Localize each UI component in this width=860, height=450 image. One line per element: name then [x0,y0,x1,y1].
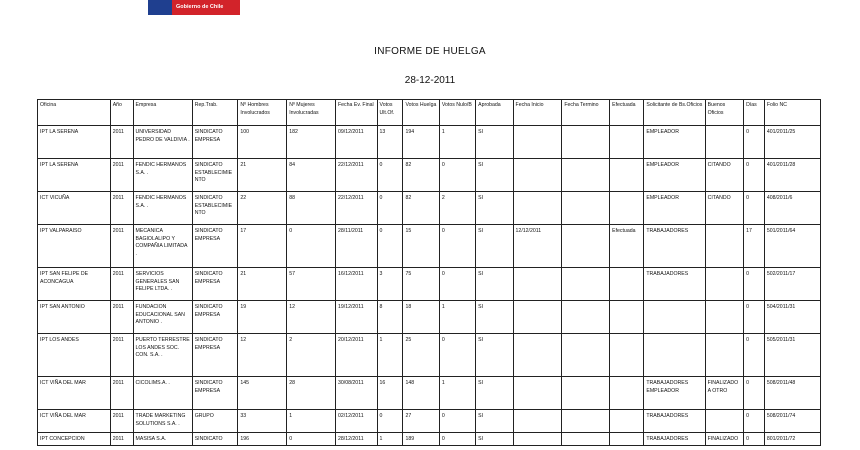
table-cell: SINDICATO EMPRESA [192,268,238,301]
table-cell: UNIVERSIDAD PEDRO DE VALDIVIA . [133,126,192,159]
table-cell [562,159,610,192]
table-cell [562,268,610,301]
table-cell: 2011 [110,192,133,225]
table-cell: 501/2011/64 [764,225,820,268]
table-cell: SI [476,377,513,410]
table-cell: TRABAJADORES [644,225,705,268]
table-cell: TRABAJADORES [644,410,705,433]
table-cell [610,334,644,377]
table-cell: 0 [377,192,403,225]
column-header: Fecha Termino [562,100,610,126]
table-cell: 21 [238,268,287,301]
table-cell [644,334,705,377]
table-cell [705,301,743,334]
table-row [38,225,821,268]
table-cell: 84 [287,159,336,192]
table-cell: TRABAJADORES [644,433,705,446]
table-cell: SI [476,225,513,268]
table-cell: 0 [377,410,403,433]
table-cell [513,192,562,225]
table-body [38,126,821,446]
table-cell: FUNDACION EDUCACIONAL SAN ANTONIO . [133,301,192,334]
table-cell [513,377,562,410]
table-cell [610,192,644,225]
table-cell: 12 [287,301,336,334]
table-cell: SERVICIOS GENERALES SAN FELIPE LTDA. . [133,268,192,301]
table-cell [705,126,743,159]
table-cell [513,126,562,159]
table-cell: 0 [744,159,765,192]
table-cell: 0 [377,225,403,268]
report-date: 28-12-2011 [404,75,456,86]
table-row [38,268,821,301]
table-cell: 2011 [110,410,133,433]
table-cell: 2011 [110,377,133,410]
table-cell: 502/2011/17 [764,268,820,301]
column-header: Nº Hombres Involucrados [238,100,287,126]
table-cell: 1 [439,126,475,159]
table-cell [610,301,644,334]
table-row [38,410,821,433]
table-row [38,334,821,377]
table-cell: 196 [238,433,287,446]
strike-report-table [37,99,821,446]
table-cell: SINDICATO EMPRESA [192,377,238,410]
table-cell: IPT SAN FELIPE DE ACONCAGUA [38,268,111,301]
table-cell: 0 [439,433,475,446]
table-cell: 28 [287,377,336,410]
column-header: Votos Ult.Of. [377,100,403,126]
table-cell: SI [476,268,513,301]
table-cell: 22/12/2011 [336,159,378,192]
table-cell: 505/2011/31 [764,334,820,377]
table-cell: SINDICATO EMPRESA [192,334,238,377]
table-cell: 0 [439,334,475,377]
table-cell: FINALIZADO [705,433,743,446]
logo-blue-block [148,0,172,15]
table-cell: 19 [238,301,287,334]
table-cell: 57 [287,268,336,301]
table-cell: 22/12/2011 [336,192,378,225]
table-cell: 504/2011/31 [764,301,820,334]
table-cell: SI [476,159,513,192]
table-cell [513,159,562,192]
table-cell [610,159,644,192]
table-cell: FINALIZADO A OTRO [705,377,743,410]
column-header: Rep.Trab. [192,100,238,126]
column-header: Aprobada [476,100,513,126]
table-cell: 148 [403,377,439,410]
table-cell: 408/2011/6 [764,192,820,225]
table-row [38,433,821,446]
table-cell: 3 [377,268,403,301]
table-cell: 0 [744,410,765,433]
table-cell: SI [476,433,513,446]
table-cell: 12/12/2011 [513,225,562,268]
table-cell: 182 [287,126,336,159]
table-cell: 18 [403,301,439,334]
table-cell: 2 [439,192,475,225]
table-cell: 2 [287,334,336,377]
table-cell: 0 [744,377,765,410]
table-cell [610,410,644,433]
table-cell: TRABAJADORES [644,268,705,301]
table-cell: TRABAJADORES EMPLEADOR [644,377,705,410]
table-cell: 15 [403,225,439,268]
table-cell: SI [476,192,513,225]
table-cell: 0 [744,301,765,334]
table-cell: 0 [744,433,765,446]
table-cell: 0 [287,433,336,446]
table-cell: 0 [439,225,475,268]
table-cell [562,433,610,446]
table-cell: CITANDO [705,159,743,192]
table-cell: 02/12/2011 [336,410,378,433]
table-cell: SI [476,334,513,377]
table-cell: SINDICATO ESTABLECIMIENTO [192,159,238,192]
table-cell: 401/2011/25 [764,126,820,159]
table-cell: 8 [377,301,403,334]
table-cell: 0 [744,192,765,225]
table-cell: 2011 [110,268,133,301]
table-cell: SI [476,410,513,433]
table-cell: IPT LA SERENA [38,159,111,192]
table-cell: 1 [377,433,403,446]
table-cell: SI [476,301,513,334]
table-cell: 1 [377,334,403,377]
table-cell: 16 [377,377,403,410]
table-cell [562,225,610,268]
table-cell [610,433,644,446]
table-cell: 16/12/2011 [336,268,378,301]
table-cell: 2011 [110,334,133,377]
table-cell: FENDIC HERMANOS S.A. . [133,192,192,225]
table-cell: 0 [439,268,475,301]
column-header: Nº Mujeres Involucradas [287,100,336,126]
table-row [38,301,821,334]
table-cell [513,301,562,334]
table-cell: 17 [238,225,287,268]
table-cell: 2011 [110,126,133,159]
column-header: Votos Nulo/B [439,100,475,126]
table-cell: SINDICATO [192,433,238,446]
table-row [38,126,821,159]
table-cell: 1 [439,377,475,410]
table-cell: 75 [403,268,439,301]
table-cell: 801/2011/72 [764,433,820,446]
table-cell: 508/2011/74 [764,410,820,433]
table-cell: CICOLIMS.A. . [133,377,192,410]
table-cell: Efectuada [610,225,644,268]
table-cell: 30/08/2011 [336,377,378,410]
table-cell [562,192,610,225]
table-cell: 27 [403,410,439,433]
column-header: Efectuada [610,100,644,126]
table-row [38,159,821,192]
table-cell [513,334,562,377]
table-cell: 28/11/2011 [336,225,378,268]
table-cell: 0 [439,410,475,433]
table-row [38,192,821,225]
table-cell: 194 [403,126,439,159]
column-header: Folio NC [764,100,820,126]
table-cell: 145 [238,377,287,410]
table-cell [562,301,610,334]
table-cell [513,433,562,446]
table-cell: 508/2011/48 [764,377,820,410]
column-header: Solicitante de Bs.Oficios [644,100,705,126]
table-cell: SINDICATO EMPRESA [192,225,238,268]
logo-text: Gobierno de Chile [176,4,224,10]
table-cell: SINDICATO EMPRESA [192,301,238,334]
table-cell [562,334,610,377]
column-header: Buenos Oficios [705,100,743,126]
table-cell: PUERTO TERRESTRE LOS ANDES SOC. CON. S.A. . [133,334,192,377]
table-cell: 2011 [110,301,133,334]
table-row [38,377,821,410]
table-cell: EMPLEADOR [644,126,705,159]
table-cell: 0 [744,334,765,377]
table-cell: 189 [403,433,439,446]
table-cell [705,334,743,377]
table-cell: 22 [238,192,287,225]
table-cell [513,268,562,301]
table-cell: ICT VIÑA DEL MAR [38,377,111,410]
table-cell: 82 [403,192,439,225]
table-cell [562,410,610,433]
table-cell: 100 [238,126,287,159]
table-cell: SINDICATO EMPRESA [192,126,238,159]
table-cell: 82 [403,159,439,192]
column-header: Oficina [38,100,111,126]
table-cell: 21 [238,159,287,192]
table-cell [705,225,743,268]
table-cell: 13 [377,126,403,159]
table-cell: 28/12/2011 [336,433,378,446]
table-cell: IPT LOS ANDES [38,334,111,377]
table-cell [513,410,562,433]
table-cell [705,268,743,301]
table-cell [562,126,610,159]
table-cell: SI [476,126,513,159]
table-cell: 25 [403,334,439,377]
table-cell: 0 [287,225,336,268]
column-header: Días [744,100,765,126]
table-cell: 20/12/2011 [336,334,378,377]
table-cell: 19/12/2011 [336,301,378,334]
table-cell: 1 [287,410,336,433]
table-cell: IPT LA SERENA [38,126,111,159]
table-cell: 2011 [110,433,133,446]
table-cell: 0 [377,159,403,192]
table-cell: 0 [439,159,475,192]
table-cell: 12 [238,334,287,377]
table-header-row [38,100,821,126]
table-cell: CITANDO [705,192,743,225]
table-cell: 2011 [110,225,133,268]
table-cell: 0 [744,268,765,301]
table-cell: ICT VICUÑA [38,192,111,225]
table-cell: GRUPO [192,410,238,433]
column-header: Fecha Ev. Final [336,100,378,126]
table-cell: 1 [439,301,475,334]
table-cell: 17 [744,225,765,268]
report-title: INFORME DE HUELGA [374,46,486,57]
table-cell: TRADE MARKETING SOLUTIONS S.A. . [133,410,192,433]
table-cell: ICT VIÑA DEL MAR [38,410,111,433]
table-cell: 33 [238,410,287,433]
table-cell: FENDIC HERMANOS S.A. . [133,159,192,192]
table-cell: 09/12/2011 [336,126,378,159]
table-cell [562,377,610,410]
table-cell [610,377,644,410]
table-cell: 0 [744,126,765,159]
column-header: Votos Huelga [403,100,439,126]
table-cell [610,126,644,159]
table-cell: SINDICATO ESTABLECIMIENTO [192,192,238,225]
table-cell: 2011 [110,159,133,192]
table-cell: MECANICA BAGIOLALIPO Y COMPAÑIA LIMITADA . [133,225,192,268]
column-header: Empresa [133,100,192,126]
table-cell [644,301,705,334]
table-cell: 401/2011/28 [764,159,820,192]
table-cell: EMPLEADOR [644,159,705,192]
column-header: Fecha Inicio [513,100,562,126]
table-cell: 88 [287,192,336,225]
table-cell: IPT SAN ANTONIO [38,301,111,334]
table-cell: IPT VALPARAISO [38,225,111,268]
table-cell [705,410,743,433]
table-cell: EMPLEADOR [644,192,705,225]
column-header: Año [110,100,133,126]
table-cell: IPT CONCEPCION [38,433,111,446]
government-logo [148,0,240,15]
table-cell [610,268,644,301]
table-cell: MASISA S.A. [133,433,192,446]
